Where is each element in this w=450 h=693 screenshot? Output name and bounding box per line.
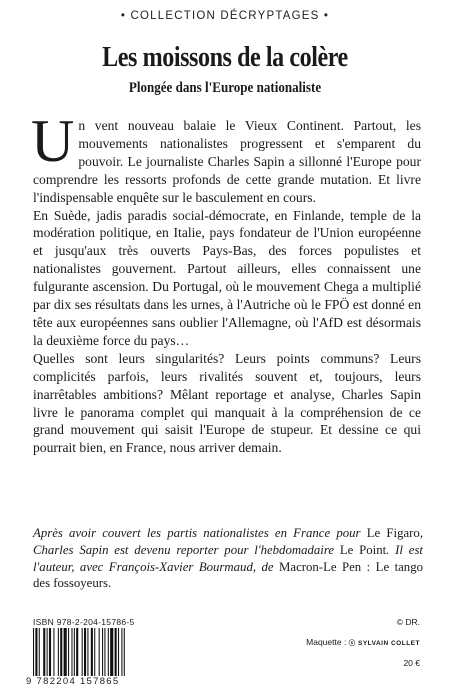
photo-credit: © DR.: [396, 617, 420, 627]
drop-cap: U: [31, 108, 75, 174]
author-bio: [33, 525, 423, 592]
paragraph-intro-text: n vent nouveau balaie le Vieux Continent. Partout, les mouvements nationalistes progressent et s'emparent du pouvoir. Le journaliste Charles Sapin a sillonné l'Europe pour comprendre les ressorts profonds de cette grande mutation. Et livre l'indispensable enquête sur le basculement en cours.: [33, 118, 421, 205]
price: 20 €: [403, 658, 420, 668]
back-cover-text: [31, 108, 421, 457]
bio-publication-point: Le Point: [339, 542, 387, 557]
bio-text: , Charles Sapin est devenu reporter pour l'hebdomadaire: [33, 526, 424, 557]
design-credit-brand: ⓢ SYLVAIN COLLET: [348, 640, 420, 647]
design-credit-label: Maquette :: [306, 637, 349, 647]
design-credit: [306, 637, 420, 647]
bio-text: Après avoir couvert les partis nationalistes en France pour: [33, 526, 367, 540]
bio-text: . Il est l'auteur, avec François-Xavier Bourmaud, de: [33, 542, 423, 574]
paragraph-questions: Quelles sont leurs singularités? Leurs points communs? Leurs complicités parfois, leurs rivalités souvent et, toujours, leurs inarrêtables ambitions? Mêlant reportage et analyse, Charles Sapin livre le panorama complet qui manquait à la compréhension de ce grand mouvement qui saisit l'Europe de stupeur. Et dessine ce qui pourrait bien, en France, nous arriver demain.: [33, 350, 421, 456]
bio-publication-figaro: Le Figaro: [366, 526, 420, 540]
barcode-icon: [33, 628, 161, 678]
isbn: ISBN 978-2-204-15786-5: [33, 617, 135, 627]
barcode-digits: 9 782204 157865: [26, 676, 166, 687]
book-title: Les moissons de la colère: [102, 42, 348, 73]
paragraph-intro: [31, 108, 421, 207]
bio-previous-book: Macron-Le Pen : Le tango des fossoyeurs: [33, 559, 424, 591]
paragraph-countries: En Suède, jadis paradis social-démocrate, en Finlande, temple de la modération politique, en Italie, pays fondateur de l'Union européenne et jusqu'aux très ouverts Pays-Bas, des forces populistes et nationalistes gouvernent. Partout ailleurs, elles connaissent une fulgurante ascension. Du Portugal, où le mouvement Chega a multiplié par dix ses résultats dans les urnes, à l'Autriche où le FPÖ est donné en tête aux européennes sans oublier l'Allemagne, où l'AfD est désormais la deuxième force du pays…: [33, 207, 421, 348]
bio-end: .: [108, 576, 112, 591]
collection-name: • COLLECTION DÉCRYPTAGES •: [120, 10, 330, 22]
book-subtitle: Plongée dans l'Europe nationaliste: [128, 80, 322, 96]
